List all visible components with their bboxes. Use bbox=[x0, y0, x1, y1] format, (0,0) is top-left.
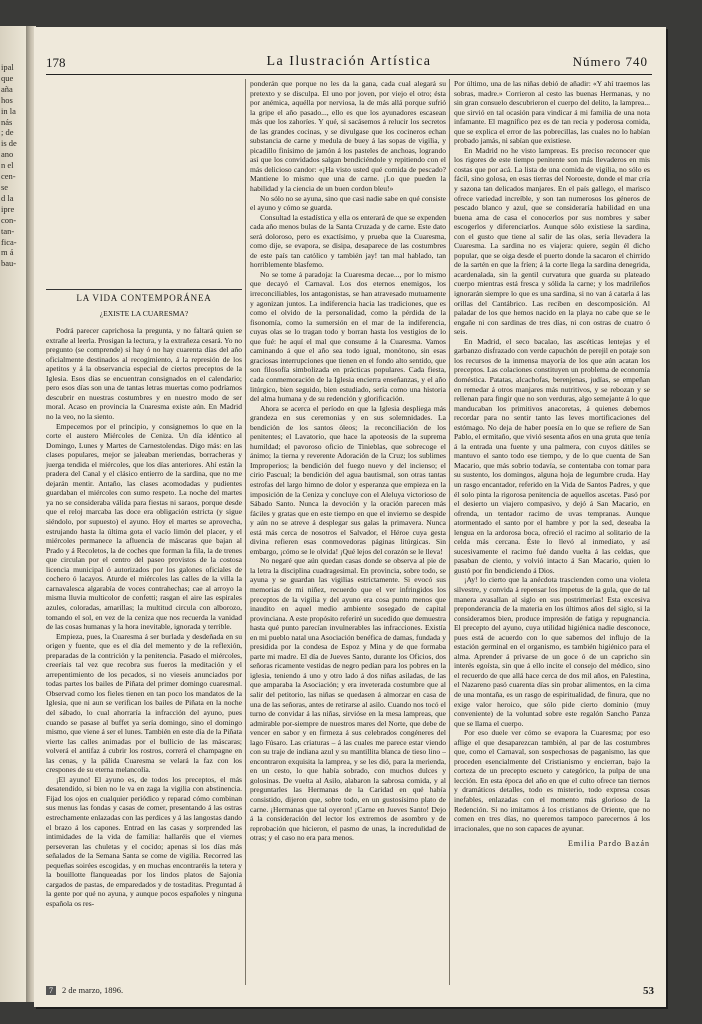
header-title: La Ilustración Artística bbox=[266, 54, 432, 69]
header-issue-number: Número 740 bbox=[572, 54, 648, 69]
paragraph: Ahora se acerca el período en que la Iglesia despliega más grandeza en sus ceremonias y en sus solemnidades. La bendición de los santos óleos; la reconciliación de los penitentes; el Lavatorio, que hace la apoteosis de la suprema humildad; el pavoroso oficio de Tinieblas, que sobrecoge el ánimo; la tierna y reverente Adoración de la Cruz; los sublimes Improperios; la bendición del fuego nuevo y del incienso; el cirio Pascual; la bendición del agua bautismal, son otras tantas estrofas del largo himno de dolor y esperanza que empieza en la imposición de la Ceniza y concluye con el Aleluya victorioso de Sábado Santo. Nunca la devoción y la oración parecen más fáciles y gratas que en este tiempo en que el invierno se despide y aún no se atreve á desplegar sus galas la primavera. Nunca está más cerca de nosotros el Salvador, el Héroe cuya gesta divina refieren esas conmovedoras páginas litúrgicas. Sin embargo, ¡cómo se le olvida! ¡Qué lejos del corazón se le lleva! bbox=[250, 403, 446, 556]
paragraph: Empecemos por el principio, y consignemos lo que en la corte el austero Miércoles de Ceniza. Un día idéntico al Domingo, Lunes y Martes de Carnestolendas. Digo más: en las clases populares, mejor se jaleaban meriendas, borracheras y juerga tendida el miércoles, que los días anteriores. Ahí están la pradera del Canal y el clásico entierro de la sardina, que no me dejarán mentir. Antaño, las clases acomodadas y pudientes guardaban el miércoles con sumo respeto. La noche del martes ya no se consideraba válida para fiestas ni saraos, porque desde que el reloj marcaba las doce era obligación estricta (y sigue siéndolo, por supuesto) el ayuno. Hoy el martes se aprovecha, estrujando hasta la última gota el vacío limón del placer, y el miércoles permanece la afluencia de máscaras que bajan al Prado y á Recoletos, la de coches que forman la fila, la de trenes que circulan por el centro del paseo provistos de la costosa licencia municipal ó autorizados por los galones oficiales de cochero ó lacayos. Aturde el miércoles las calles de la villa la carnavalesca algarabía de voces contrahechas; cae al arroyo la misma lluvia multicolor de confetti; rasgan el aire las espirales azules, coloradas, amarillas; la multitud circula con alborozo, tomando el sol, en vez de la ceniza que nos recuerda la vanidad de las cosas humanas y la hora inevitable, ignorada y terrible. bbox=[46, 421, 242, 632]
page-footer bbox=[46, 985, 123, 995]
article-title: LA VIDA CONTEMPORÁNEA bbox=[46, 289, 242, 306]
paragraph: Consultad la estadística y ella os enterará de que se expenden cada año menos bulas de la Santa Cruzada y de carne. Este dato será doloroso, pero es exactísimo, y prueba que la Cuaresma, como dije, se evapora, se disipa, desaparece de las costumbres de este país tan católico y también jay! tan mal hablado, tan horriblemente blasfemo. bbox=[250, 212, 446, 270]
paragraph: No negaré que aún quedan casas donde se observa al pie de la letra la disciplina cuadragesimal. En provincia, sobre todo, se ayuna y se guardan las vigilias estrictamente. Si evocó sus memorias de mi niñez, recuerdo que el ver infringidos los preceptos de la vigilia y del ayuno era cosa punto menos que inaudito en aquel medio ambiente sosegado de capital provinciana. A este propósito referiré un sucedido que demuestra hasta qué punto parecían invulnerables las infracciones. Existía en mi pueblo natal una Asociación benéfica de damas, fundada y presidida por la condesa de Espoz y Mina y de que formaba parte mi madre. El día de Jueves Santo, durante los Oficios, dos señoras ricamente vestidas de negro pedían para los pobres en la iglesia, teniendo á uno y otro lado á dos niñas asiladas, de las que amparaba la Asociación; y era inveterada costumbre que al salir del petitorio, las niñas se quedasen á almorzar en casa de una de las señoras, antes de retirarse al asilo. Cuando nos tocó el turno de convidar á las niñas, sirvióse en la mesa lampreas, que admirable por-siempre de nuestros mares del Norte, que debe de vencer en sabor y en firmeza á sus celebrados congéneres del lago Fúsaro. Las criaturas – á las cuales me parece estar viendo con su traje de indiana azul y su mantillita blanca de tieso lino – encontraron exquisita la lamprea, y se les dió, para la merienda, en un cesto, lo que había sobrado, con muchos dulces y golosinas. De vuelta al Asilo, alabaron la sabrosa comida, y al preguntarles las Hermanas de la Caridad en qué había consistido, dijeron que, sobre todo, en un gustosísimo plato de carne. ¡Hermanas que tal oyeron! ¡Carne en Jueves Santo! Dejo á la consideración del lector los extremos de asombro y de reprobación que hicieron, el pasmo de unas, la incredulidad de otras; y el caso no era para menos. bbox=[250, 556, 446, 843]
column-2 bbox=[250, 79, 446, 985]
footer-page-number: 53 bbox=[643, 985, 654, 997]
paragraph: ¡Ay! lo cierto que la anécdota trascienden como una violeta silvestre, y convida á repensar los ímpetus de la gula, que de tal manera avasallan al siglo en sus postrimerías! Esta excesiva preponderancia de la materia en los últimos años del siglo, si la consideramos bien, produce impresión de fatiga y repugnancia. El precepto del ayuno, cuya utilidad higiénica nadie desconoce, pues está de acuerdo con lo que sabemos del influjo de la estación germinal en el organismo, es también higiénico para el alma. Aprender á privarse de un goce ó de un capricho sin interés egoísta, sin que á ello incite el consejo del médico, sino el recuerdo de que allá hace cerca de dos mil años, en Palestina, el Nazareno pasó cuarenta días sin probar alimentos, en la cima de una montaña, es un rasgo de espiritualidad, de finura, que no exige valor heroico, que sólo pide cierto dominio (muy conveniente) de la voluntad sobre este regalón Sancho Panza que se llama el cuerpo. bbox=[454, 575, 650, 728]
magazine-page bbox=[34, 27, 666, 1007]
paragraph: ponderán que porque no les da la gana, cada cual alegará su pretexto y se disculpa. El uno por joven, por viejo el otro; ésta por anémica, aquélla por nerviosa, la de más allá porque sufrió la gripe el año pasado..., ello es que los ayunadores escasean más que los zahoríes. Y qué, si sacásemos á relucir los secretos de las grandes cocinas, y se divulgase que los cocineros echan substancia de carne y medula de buey á las sopas de vigilia, y picadillo finísimo de jamón á los pasteles de anchoas, logrando así que los convidados salgan bendiciéndole y repitiendo con el más delicioso candor: «¡Ha visto usted qué comida de pescado? Mantiene lo mismo que una de carne. ¡Lo que pueden la habilidad y la ciencia de un buen cordon bleu!» bbox=[250, 79, 446, 194]
paragraph: En Madrid no he visto lampreas. Es preciso reconocer que los rigores de este tiempo penitente son más llevaderos en mis costas que por acá. La lista de una comida de vigilia, no sólo es fácil, sino golosa, en esas tierras del Noroeste, donde el mar cría y sazona tan delicados manjares. En el país gallego, el marisco ofrece variedad increíble, y son tan numerosos los géneros de pescado blanco y azul, que se consideraría habilidad en una buena ama de casa el conocerlos por sus nombres y saber escogerlos y diferenciarlos. Aunque sólo existiese la sardina, con el gusto que tiene al salir de las olas, sería llevadera la Cuaresma. La sardina no es viajera: quiere, según él dicho popular, que se oiga desde el puerto donde la sacaron el chirrido de la sartén en que la fríen; á la corte llega la sardina denegrida, acardenalada, sin la gentil curvatura que guarda su plateado cuerpo mientras está fresca y sólida la carne; y los madrileños ignorarán siempre lo que es una sardina, si no van á catarla á las orillas del Cantábrico. Las reciben en descomposición. Al paladar de los que hemos nacido en la playa no cabe que se le engañe ni con sardinas de tres días, ni con ostras de cuatro ó seis. bbox=[454, 145, 650, 337]
column-3 bbox=[454, 79, 650, 985]
paragraph: No se tome á paradoja: la Cuaresma decae..., por lo mismo que decayó el Carnaval. Los dos eternos enemigos, los irreconciliables, los antagonistas, se han atravesado mutuamente y agonizan juntos. La indiferencia hacia las tradiciones, que es como el olvido de la personalidad, como la pérdida de la fisonomía, como la sumersión en el mar de la indiferencia, cuyas olas se lo tragan todo y borran hasta los vestigios de lo que fué: he aquí el mal que consume á la Cuaresma. Vamos caminando á que el año sea todo igual, monótono, sin esas graciosas interrupciones que tienen en el fondo alto sentido, que son filosofía simbolizada en prácticas populares. Cada fiesta, cada conmemoración de la Iglesia encierra enseñanzas, y el año litúrgico, bien seguido, bien estudiado, sería como una historia del alma humana y de su redención y glorificación. bbox=[250, 269, 446, 404]
header-page-number: 178 bbox=[46, 55, 66, 70]
column-1 bbox=[46, 79, 242, 985]
footer-date: 2 de marzo, 1896. bbox=[62, 985, 124, 995]
paragraph: ¡El ayuno! El ayuno es, de todos los preceptos, el más desatendido, si bien no le va en zaga la vigilia con abstinencia. Fijad los ojos en cualquier periódico y reparad cómo combinan sus menus las fondas y casas de comer, presentando á las ostras estrechamente enlazadas con las perdices y á las langostas dando el brazo á los capones. Entrad en las casas y sorprended las intimidades de la vida de familia: hallaréis que el viernes perseveran las chuletas y el cocido; apenas si los días más señalados de la Semana Santa se come de vigilia. Recorred las pequeñas soirées escogidas, y en muchas encontraréis la tetera y la bouillotte flanqueadas por los lindos platos de Sajonia cargados de pastas, de emparedados y de tostaditas. Preguntad á la gente por qué no ayuna, y aunque pocos españoles y ninguna española os res- bbox=[46, 774, 242, 908]
paragraph: Por último, una de las niñas debió de añadir: «Y ahí traemos las sobras, madre.» Corrieron al cesto las buenas Hermanas, y no sin gran consuelo descubrieron el cuerpo del delito, la lamprea... que sirvió en tal ocasión para vindicar á mi familia de una nota infamante. El magnífico pez es de tan recia y poderosa comida, que se explica el error de las pobrecillas, las cuales no lo habían probado jamás, ni sabían que existiese. bbox=[454, 79, 650, 146]
paragraph: Podrá parecer caprichosa la pregunta, y no faltará quien se extrañe al leerla. Prosigan la lectura, y la extrañeza cesará. Yo no pregunto (se comprende) si hay ó no hay cuarenta días del año oficialmente destinados al recogimiento, á la represión de los apetitos y á la observancia especial de ciertos preceptos de la Iglesia. Esos días se encuentran consignados en el calendario; pero esos días son una de tantas letras muertas como podríamos descubrir en nuestras costumbres y en nuestro modo de ser moral. Acaso en provincia la Cuaresma existe aún. En Madrid no la veo, no la siento. bbox=[46, 326, 242, 422]
column-rule bbox=[245, 79, 246, 985]
running-header bbox=[46, 53, 652, 75]
paragraph: Empieza, pues, la Cuaresma á ser burlada y desdeñada en su origen y fuente, que es el día del memento y de la reflexión, preparadas de la contrición y la penitencia. Pasado el miércoles, creeríais tal vez que recobra sus fueros la meditación y el arrepentimiento de los pecados, si no vieseis anunciados por todas partes los bailes de Piñata del primer domingo cuaresmal. Observad como los fieles tienen en tan poco los mandatos de la Iglesia, que ni aun se verifican los bailes de Piñata en la noche del sábado, lo cual ahorraría la infracción del ayuno, pues cuando se pasase al buffet ya sería domingo, sino el domingo mismo, que viene á ser el lunes. También en este día de la Piñata vierte las calles animadas por el bullicio de las máscaras; volverá el antifaz á cubrir los rostros, correrá el champagne en las cenas, y la pálida Cuaresma se velará la faz con los crespones de su eterna melancolía. bbox=[46, 631, 242, 775]
previous-page-text-fragment: ipal que aña hos in la nás ; de is de ano n el cen- se d la ipre con- tan- fica- m á bau- bbox=[1, 62, 17, 269]
column-rule bbox=[449, 79, 450, 985]
article-subtitle: ¿EXISTE LA CUARESMA? bbox=[99, 308, 189, 318]
previous-page-edge bbox=[0, 26, 26, 1002]
paragraph: En Madrid, el seco bacalao, las ascéticas lentejas y el garbanzo disfrazado con verde capuchón de perejil en potaje son los recursos de la inmensa mayoría de los que aún acatan los preceptos. Las colaciones constituyen un problema de economía doméstica. Patatas, alcachofas, berenjenas, judías, se empeñan en remedar á otros manjares más nutritivos, y se rebozan y se rellenan para fingir que no son verduras, algo semejante á lo que manducaban los primitivos anacoretas, á quienes debemos recordar para no sentir tanto las leves mortificaciones del estómago. No deja de haber poesía en lo que se refiere de San Pablo, el ermitaño, que vivió sesenta años en una gruta que tenía á la entrada una fuente y una palmera, con cuyos dátiles se mantuvo el santo todo ese tiempo, y de lo que cuenta de San Macario, que más sobrio todavía, se contentaba con tomar para su sustento, los domingos, alguna hoja de legumbre cruda. Hay un rasgo encantador, referido en la Vida de Santos Padres, y que él solo pinta la rigorosa penitencia de aquellos ascetas. Pasó por el desierto un viajero compasivo, y dejó á San Macario, en ofrenda, un tentador racimo de uvas tempranas. Aunque atormentado el santo por el hambre y por la sed, deseaba la lengua en la ardorosa boca, ofreció el racimo al solitario de la celda más cercana. Éste lo llevó al inmediato, y así sucesivamente el racimo fué dando vuelta á las celdas, que pasaban de ciento, y volvió intacto á San Macario, quien lo gustó por fin bendiciendo á Dios. bbox=[454, 336, 650, 575]
paragraph: No sólo no se ayuna, sino que casi nadie sabe en qué consiste el ayuno y cómo se guarda. bbox=[250, 193, 446, 213]
author-signature: Emilia Pardo Bazán bbox=[568, 839, 650, 849]
paragraph: Por eso duele ver cómo se evapora la Cuaresma; por eso aflige el que desaparezcan también, al par de las costumbres que, como el Carnaval, son sospechosas de paganismo, las que proceden esencialmente del Cristianismo y encierran, bajo la corteza de un precepto escueto y categórico, la pulpa de una lección. En esta época del año en que el culto ofrece tan tiernos y dramáticos detalles, todo es misterio, todo expresa cosas inefables, enlazadas con el momento más glorioso de la Redención. Si no imitamos á los cristianos de Oriente, que no comen en tres días, no queremos tampoco parecernos á los irracionales, que no son capaces de ayunar. bbox=[454, 728, 650, 833]
footer-chip: 7 bbox=[46, 986, 56, 995]
